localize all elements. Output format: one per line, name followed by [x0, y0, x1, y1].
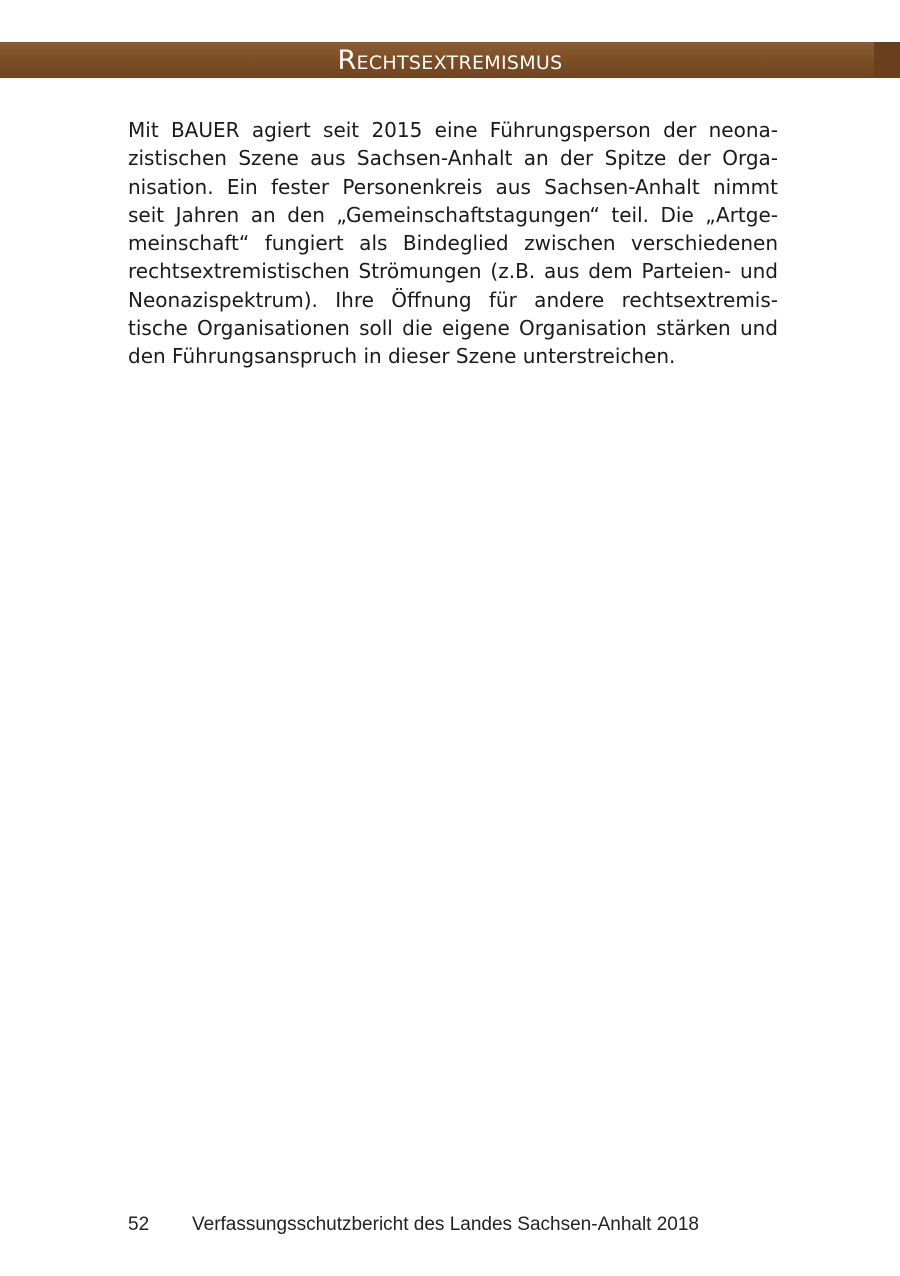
paragraph-line: den Führungsanspruch in dieser Szene unterstreichen. — [128, 344, 676, 369]
paragraph-line: seit Jahren an den „Gemeinschaftstagungen“ teil. Die „Artge- — [128, 202, 778, 227]
paragraph-line: meinschaft“ fungiert als Bindeglied zwischen verschiedenen — [128, 231, 778, 256]
paragraph-line: nisation. Ein fester Personenkreis aus Sachsen-Anhalt nimmt — [128, 174, 778, 199]
paragraph-line: zistischen Szene aus Sachsen-Anhalt an der Spitze der Orga- — [128, 146, 778, 171]
paragraph-line: Neonazispektrum). Ihre Öffnung für andere rechtsextremis- — [128, 287, 778, 312]
body-paragraph — [128, 116, 778, 371]
paragraph-line: tische Organisationen soll die eigene Organisation stärken und — [128, 316, 778, 341]
section-title: Rechtsextremismus — [337, 45, 563, 76]
paragraph-line: rechtsextremistischen Strömungen (z.B. aus dem Parteien- und — [128, 259, 778, 284]
paragraph-line: Mit BAUER agiert seit 2015 eine Führungsperson der neona- — [128, 118, 778, 142]
publication-title: Verfassungsschutzbericht des Landes Sachsen-Anhalt 2018 — [192, 1214, 699, 1235]
page-number: 52 — [128, 1214, 150, 1235]
page-footer — [128, 1214, 699, 1236]
